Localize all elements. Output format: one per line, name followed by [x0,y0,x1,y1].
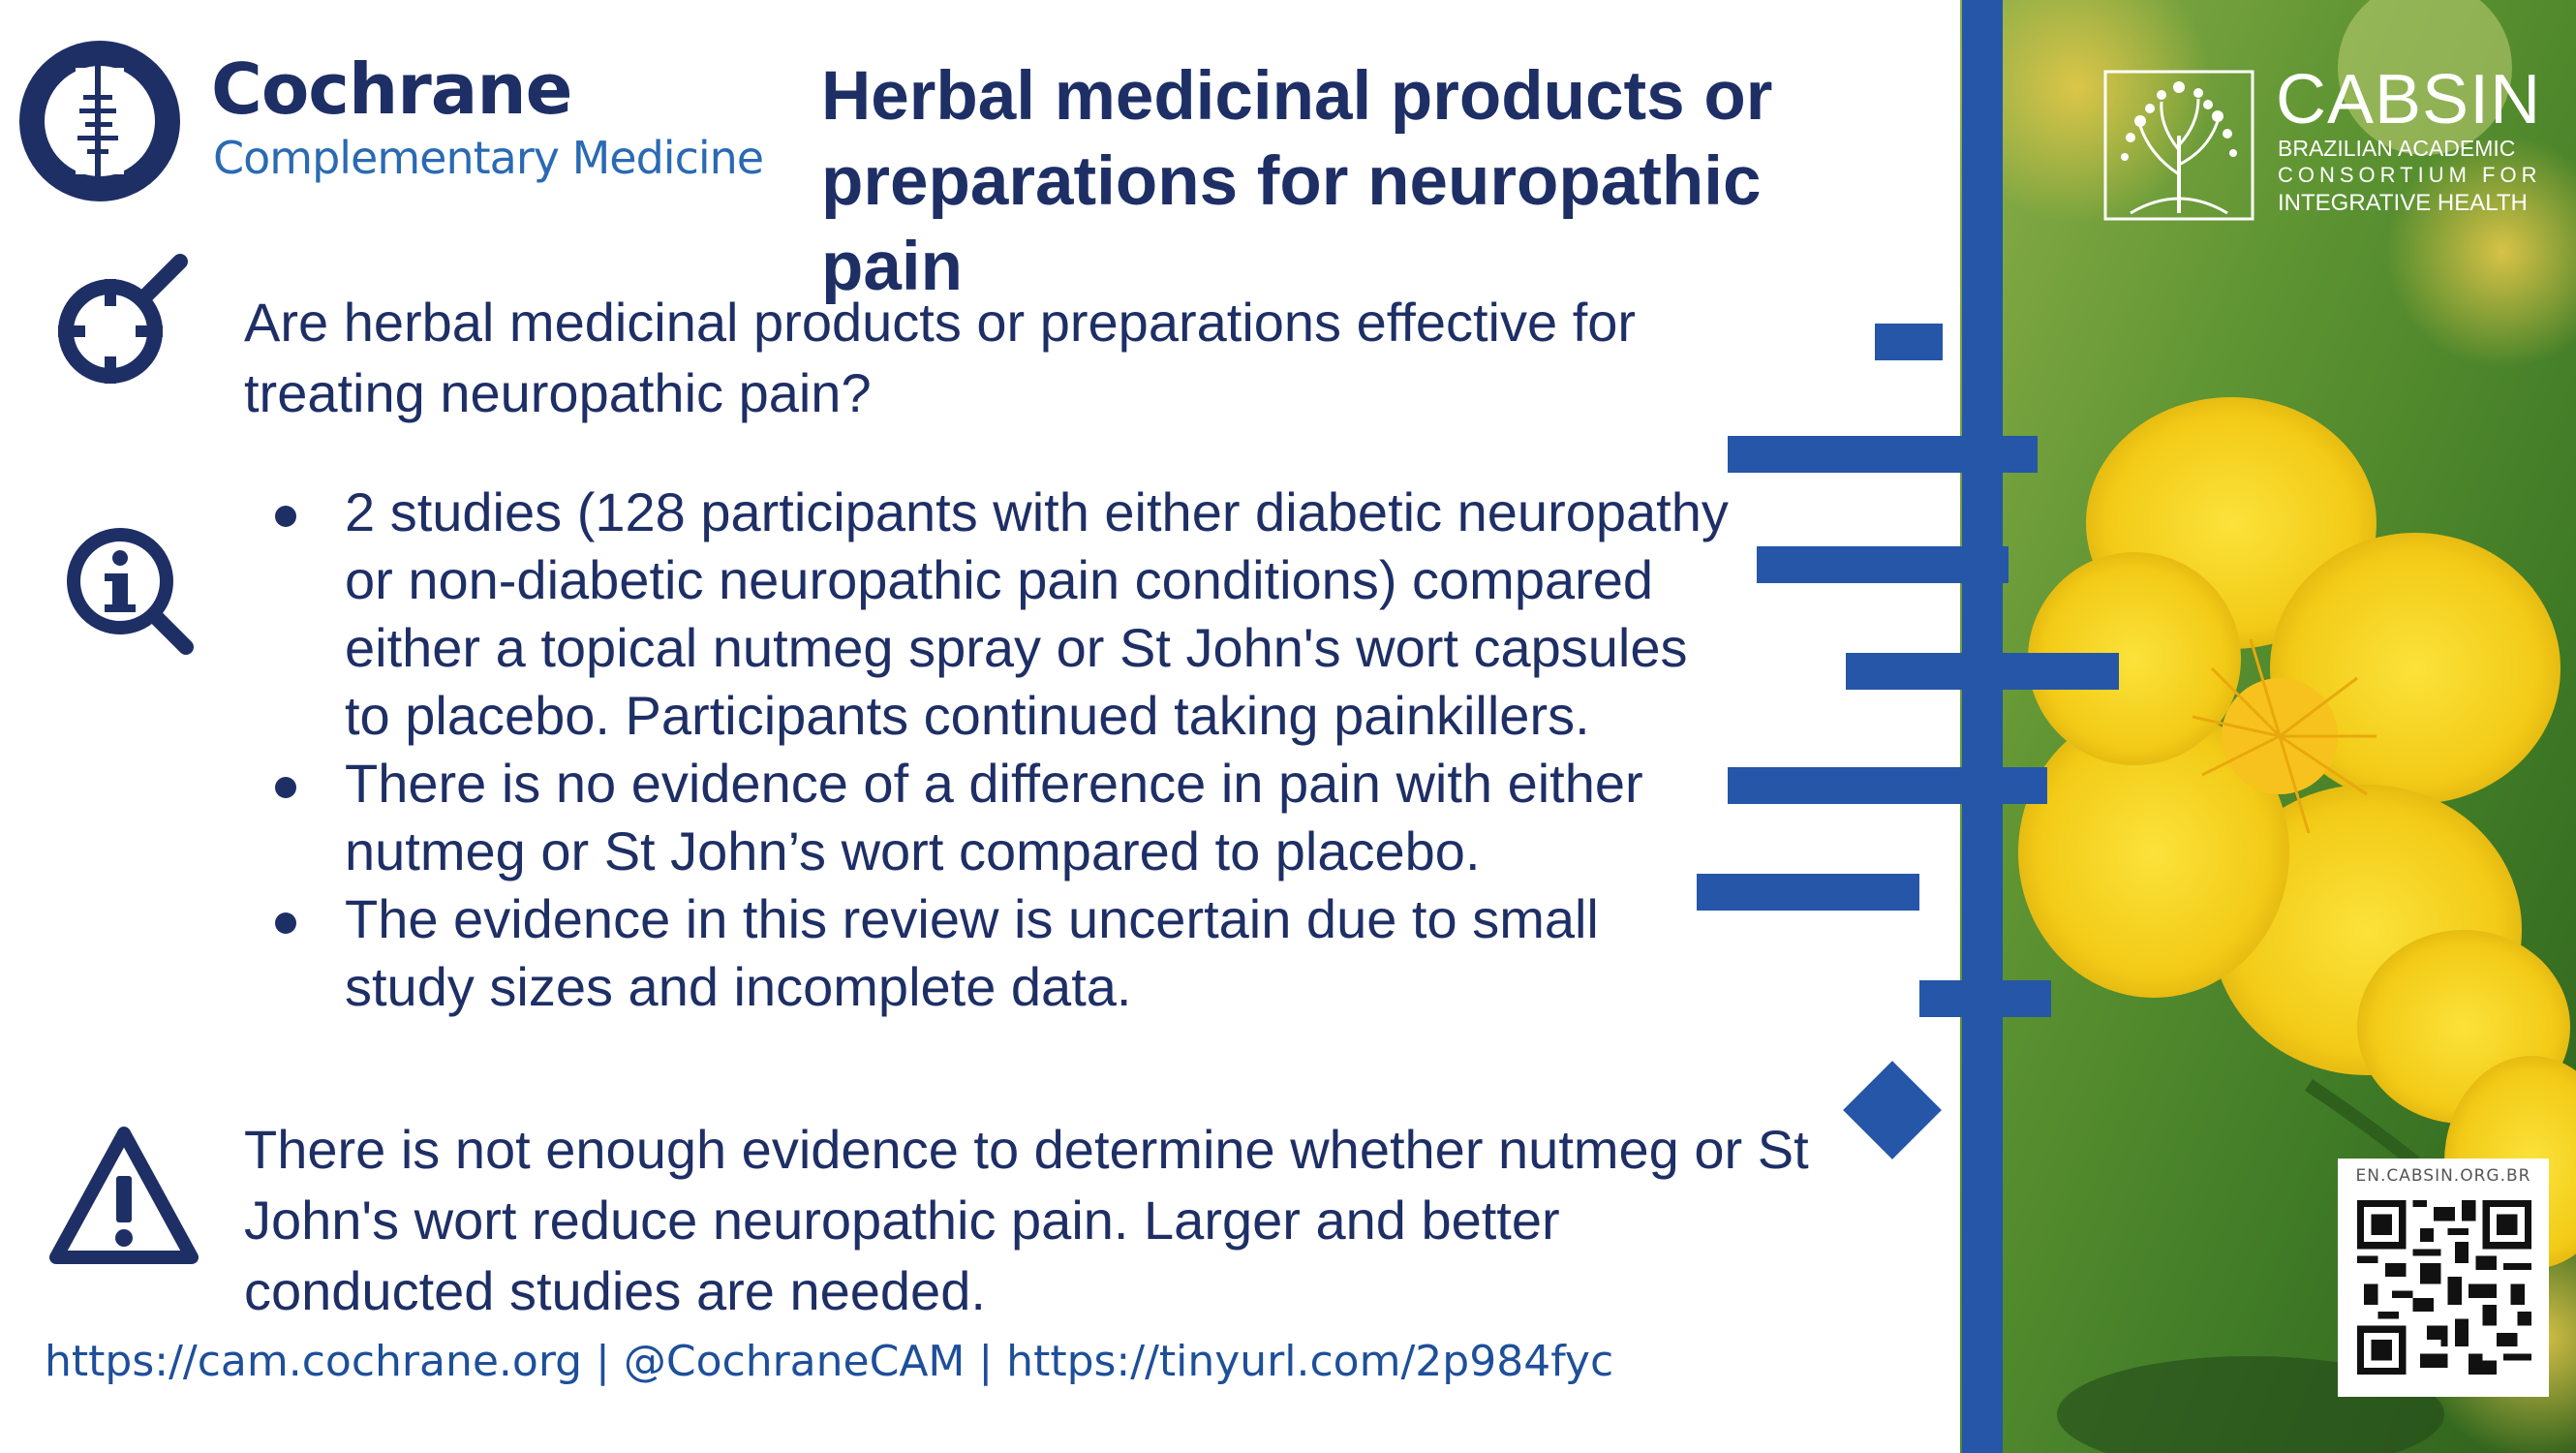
decor-bar [1757,546,2009,583]
qr-code-icon [2357,1195,2531,1379]
logo-name: Cochrane [211,48,572,130]
key-findings-list [271,479,1743,1021]
page-title: Herbal medicinal products or preparations for neuropathic pain [821,58,1773,305]
cabsin-tagline-3: INTEGRATIVE HEALTH [2278,190,2528,216]
decor-bar [1875,324,1943,360]
decor-bar [1697,874,1919,911]
logo-subtitle: Complementary Medicine [213,132,764,184]
finding-text: 2 studies (128 participants with either diabetic neuropathy or non-diabetic neuropathic pain conditions) compared either a topical nutmeg spray or St John's wort capsules to placebo. Participants continued taking painkillers. [345,481,1729,746]
decor-bar [1728,767,2047,804]
cabsin-tagline-1: BRAZILIAN ACADEMIC [2278,136,2516,161]
decor-bar [1919,980,2051,1017]
cabsin-name: CABSIN [2276,61,2542,139]
decor-bar [1728,436,2038,473]
cochrane-logo-icon [17,39,182,203]
decor-diamond [1843,1061,1942,1159]
warning-triangle-icon [48,1124,199,1269]
magnifier-crosshair-icon [52,250,193,390]
finding-item [271,479,1743,750]
tree-logo-icon [2101,68,2256,223]
finding-text: There is no evidence of a difference in pain with either nutmeg or St John’s wort compared to placebo. [345,753,1643,881]
cabsin-tagline-2: CONSORTIUM FOR [2278,163,2542,187]
bullet-icon [275,777,296,798]
cochrane-logo [17,39,792,213]
decor-bar [1846,653,2119,690]
bullet-icon [275,912,296,934]
footer-links[interactable]: https://cam.cochrane.org | @CochraneCAM | https://tinyurl.com/2p984fyc [45,1337,1614,1386]
review-question: Are herbal medicinal products or preparations effective for treating neuropathic pain? [244,292,1637,423]
conclusion-text: There is not enough evidence to determine whether nutmeg or St John's wort reduce neuropathic pain. Larger and better conducted studies are needed. [244,1119,1809,1321]
finding-item [271,750,1743,885]
finding-item [271,885,1743,1021]
qr-code-card[interactable] [2338,1159,2549,1397]
info-magnifier-icon [62,523,198,659]
bullet-icon [275,506,296,527]
cabsin-logo [2101,61,2557,223]
decor-vertical-bar [1962,0,2003,1453]
qr-url: EN.CABSIN.ORG.BR [2355,1166,2531,1186]
finding-text: The evidence in this review is uncertain due to small study sizes and incomplete data. [345,888,1599,1017]
